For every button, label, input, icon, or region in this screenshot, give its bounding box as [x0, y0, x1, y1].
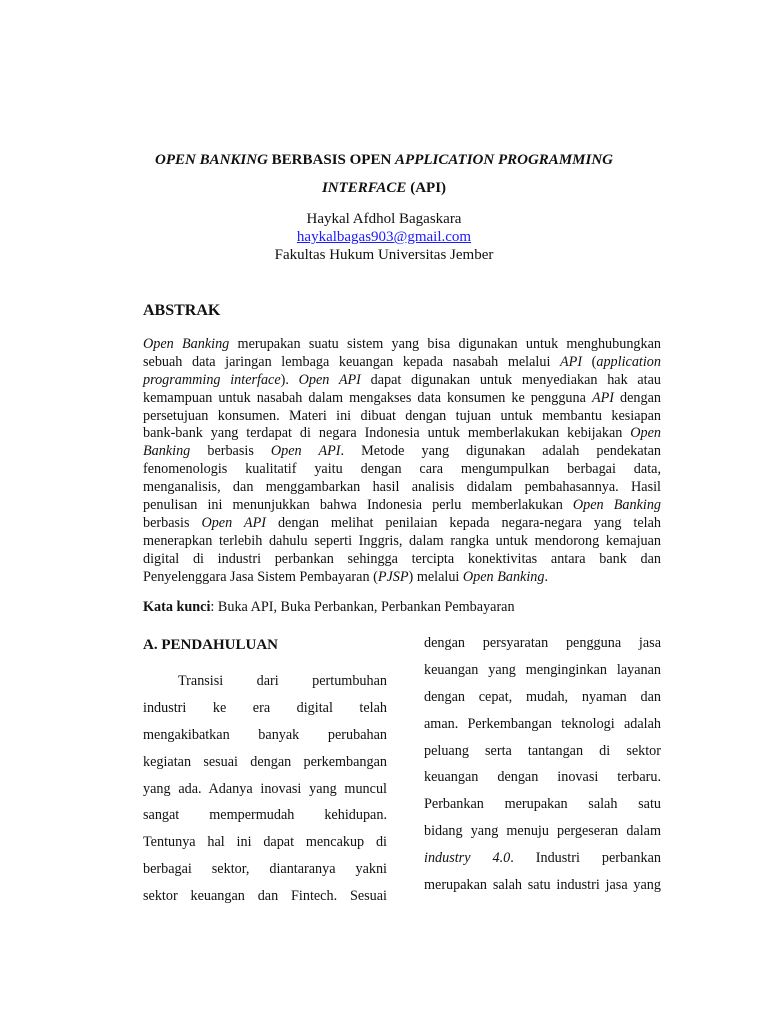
abstract-italic: programming interface [143, 371, 281, 388]
title-line-2 [120, 174, 648, 202]
abstract-text: sebuah data jaringan lembaga keuangan kepada nasabah melalui [143, 353, 560, 370]
paragraph-line: sektor keuangan dan Fintech. Sesuai [143, 888, 387, 905]
abstract-italic: Open API [270, 443, 341, 460]
abstract-text: ). [280, 371, 299, 388]
paragraph-line: keuangan yang menginginkan layanan [424, 661, 661, 678]
paragraph-line: Perbankan merupakan salah satu [424, 796, 661, 813]
paragraph-line: dengan persyaratan pengguna jasa [424, 635, 661, 651]
title-plain-api: (API) [406, 180, 447, 196]
title-italic-interface: INTERFACE [321, 180, 407, 196]
author-block [120, 210, 648, 264]
abstract-text: berbasis [143, 514, 202, 531]
abstract-text: bank-bank yang terdapat di negara Indonesia untuk memberlakukan kebijakan [143, 425, 631, 442]
paragraph-line: industri ke era digital telah [143, 699, 387, 716]
keywords-text: : Buka API, Buka Perbankan, Perbankan Pembayaran [210, 599, 515, 615]
abstract-text: digital di industri perbankan sehingga tercipta konektivitas antara bank dan [143, 550, 661, 567]
title-italic-open-banking: OPEN BANKING [154, 152, 268, 168]
abstract-heading: ABSTRAK [143, 302, 221, 319]
abstract-text: dengan melihat penilaian kepada negara-negara yang telah [265, 514, 661, 531]
paragraph-line: sangat mempermudah kehidupan. [143, 807, 387, 824]
abstract-text: menerapkan terlebih dahulu seperti Inggris, dalam rangka untuk mendorong kemajuan [143, 532, 661, 549]
abstract-text: penulisan ini menunjukkan bahwa Indonesia perlu memberlakukan [143, 497, 573, 514]
right-column [424, 630, 661, 899]
paper-title [120, 146, 648, 202]
title-italic-application-programming: APPLICATION PROGRAMMING [395, 152, 613, 168]
abstract-line [143, 390, 661, 408]
keywords [143, 598, 661, 616]
paragraph-line: dengan cepat, mudah, nyaman dan [424, 688, 661, 705]
paragraph-line [424, 845, 661, 872]
section-heading-pendahuluan: A. PENDAHULUAN [143, 637, 278, 653]
abstract-italic: Open API [298, 371, 361, 388]
keywords-label: Kata kunci [143, 599, 211, 615]
paragraph-line: Transisi dari pertumbuhan [178, 673, 387, 689]
paragraph-line: bidang yang menuju pergeseran dalam [424, 823, 661, 840]
abstract-text: ( [582, 353, 597, 370]
abstract-italic: Open API [201, 514, 266, 531]
left-column [143, 668, 387, 910]
abstract-text: fenomenologis kualitatif yaitu dengan cara mengumpulkan berbagai data, [143, 461, 661, 478]
abstract-line [143, 408, 661, 426]
abstract-body [143, 336, 661, 586]
abstract-line [143, 551, 661, 569]
abstract-line [143, 479, 661, 497]
abstract-italic: Open Banking [572, 497, 662, 514]
abstract-text: Penyelenggara Jasa Sistem Pembayaran ( [143, 568, 378, 585]
author-email-link[interactable]: haykalbagas903@gmail.com [296, 229, 472, 245]
abstract-text: dapat digunakan untuk menyediakan hak atau [360, 371, 662, 388]
paragraph-text: . Industri perbankan [510, 850, 661, 867]
title-line-1 [120, 146, 648, 174]
paragraph-line: merupakan salah satu industri jasa yang [424, 877, 661, 894]
abstract-line [143, 461, 661, 479]
abstract-text: persetujuan konsumen. Materi ini dibuat dengan tujuan untuk membantu kesiapan [143, 407, 661, 424]
abstract-text: ) melalui [408, 568, 463, 585]
paragraph-line: yang ada. Adanya inovasi yang muncul [143, 780, 387, 797]
abstract-italic: Open Banking [143, 336, 230, 352]
paragraph-line: peluang serta tantangan di sektor [424, 742, 661, 759]
abstract-text: dengan [614, 389, 661, 406]
paragraph-line: mengakibatkan banyak perubahan [143, 726, 387, 743]
abstract-line [143, 515, 661, 533]
abstract-line [143, 497, 661, 515]
author-name: Haykal Afdhol Bagaskara [306, 211, 462, 227]
abstract-italic: PJSP [377, 568, 409, 585]
abstract-line [143, 443, 661, 461]
abstract-text: merupakan suatu sistem yang bisa digunakan untuk menghubungkan [229, 336, 661, 352]
paragraph-line: kegiatan sesuai dengan perkembangan [143, 753, 387, 770]
paragraph-line: keuangan dengan inovasi terbaru. [424, 769, 661, 786]
abstract-line [143, 372, 661, 390]
author-affiliation: Fakultas Hukum Universitas Jember [274, 247, 494, 263]
abstract-line [143, 533, 661, 551]
abstract-italic: Open Banking [462, 568, 545, 585]
abstract-text: . Metode yang digunakan adalah pendekatan [340, 443, 661, 460]
italic-industry-4: industry 4.0 [424, 850, 511, 867]
abstract-text: menganalisis, dan menggambarkan hasil analisis didalam pembahasannya. Hasil [143, 479, 661, 496]
abstract-italic: Banking [143, 443, 191, 460]
abstract-text: . [544, 568, 549, 585]
abstract-line [143, 336, 661, 354]
abstract-line [143, 354, 661, 372]
abstract-italic: API [591, 389, 614, 406]
abstract-italic: application [596, 353, 661, 370]
abstract-text: berbasis [190, 443, 271, 460]
paragraph-line: berbagai sektor, diantaranya yakni [143, 861, 387, 878]
paragraph-line: Tentunya hal ini dapat mencakup di [143, 834, 387, 851]
abstract-italic: Open [630, 425, 661, 442]
paragraph-line: aman. Perkembangan teknologi adalah [424, 715, 661, 732]
abstract-italic: API [559, 353, 583, 370]
abstract-line [143, 425, 661, 443]
abstract-line [143, 569, 661, 587]
title-plain-berbasis-open: BERBASIS OPEN [267, 152, 396, 168]
abstract-text: kemampuan untuk nasabah dalam mengakses data konsumen ke pengguna [143, 389, 592, 406]
